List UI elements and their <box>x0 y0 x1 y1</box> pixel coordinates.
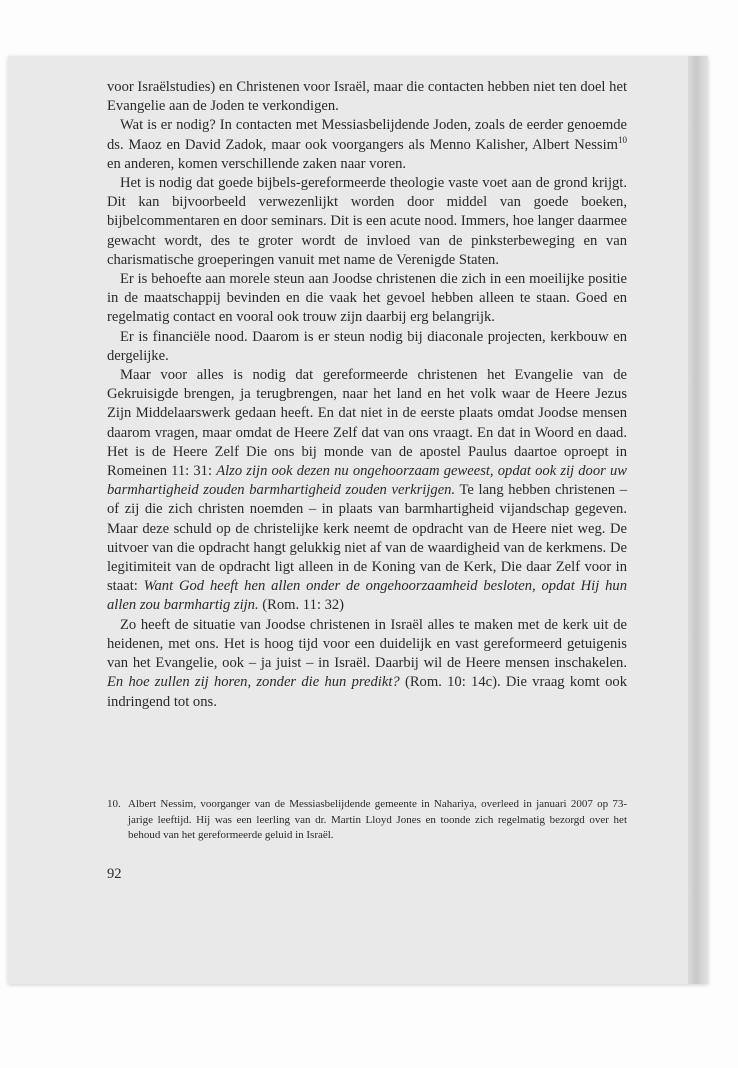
paragraph-1: voor Israëlstudies) en Christenen voor Israël, maar die contacten hebben niet ten doel het Evangelie aan de Joden te verkondigen. <box>107 79 627 115</box>
footnote-reference[interactable]: 10 <box>618 134 627 145</box>
bible-quote: Want God heeft hen allen onder de ongehoorzaamheid besloten, opdat Hij hun allen zou barmhartig zijn. <box>107 578 627 614</box>
bible-quote: Alzo zijn ook dezen nu ongehoorzaam geweest, opdat ook zij door uw barmhartigheid zouden barmhartigheid zouden verkrijgen. <box>107 463 628 499</box>
paragraph-6: Maar voor alles is nodig dat gereformeerde christenen het Evangelie van de Gekruisigde brengen, ja terugbrengen, naar het land en het volk waar de Heere Jezus Zijn Middelaarswerk gedaan heeft. En dat niet in de eerste plaats omdat Joodse mensen daarom vragen, maar omdat de Heere Zelf dat van ons vraagt. En dat in Woord en daad. Het is de Heere Zelf Die ons bij monde van de apostel Paulus daartoe oproept in Romeinen 11: 31: Alzo zijn ook dezen nu ongehoorzaam geweest, opdat ook zij door uw barmhartigheid zouden barmhartigheid zouden verkrijgen. Te lang hebben christenen – of zij die zich christen noemden – in plaats van barmhartigheid vijandschap gegeven. Maar deze schuld op de christelijke kerk neemt de opdracht van de Heere niet weg. De uitvoer van die opdracht hangt gelukkig niet af van de waardigheid van de kerkmens. De legitimiteit van de opdracht ligt alleen in de Koning van de Kerk, Die daar Zelf voor in staat: Want God heeft hen allen onder de ongehoorzaamheid besloten, opdat Hij hun allen zou barmhartig zijn. (Rom. 11: 32) <box>107 367 628 614</box>
page-number: 92 <box>107 866 122 882</box>
paragraph-3: Het is nodig dat goede bijbels-gereformeerde theologie vaste voet aan de grond krijgt. Dit kan bijvoorbeeld verwezenlijkt worden door middel van goede boeken, bijbelcommentaren en door seminars. Dit is een acute nood. Immers, hoe langer daarmee gewacht wordt, des te groter wordt de invloed van de pinksterbeweging en van charismatische groeperingen vanuit met name de Verenigde Staten. <box>107 175 627 268</box>
paragraph-2: Wat is er nodig? In contacten met Messiasbelijdende Joden, zoals de eerder genoemde ds. Maoz en David Zadok, maar ook voorgangers als Menno Kalisher, Albert Nessim$^{10}$ en anderen, komen verschillende zaken naar voren. <box>107 117 627 172</box>
footnote <box>107 797 627 844</box>
footnote-number: 10. <box>107 798 121 810</box>
footnote-text: Albert Nessim, voorganger van de Messiasbelijdende gemeente in Nahariya, overleed in januari 2007 op 73-jarige leeftijd. Hij was een leerling van dr. Martin Lloyd Jones en toonde zich regelmatig bezorgd over het behoud van het gereformeerde geluid in Israël. <box>128 798 627 841</box>
bible-quote: En hoe zullen zij horen, zonder die hun predikt? <box>107 674 400 691</box>
page-spine-shadow <box>688 56 708 984</box>
paragraph-7: Zo heeft de situatie van Joodse christenen in Israël alles te maken met de kerk uit de heidenen, met ons. Het is hoog tijd voor een duidelijk en vast gereformeerd getuigenis van het Evangelie, ook – ja juist – in Israël. Daarbij wil de Heere mensen inschakelen. En hoe zullen zij horen, zonder die hun predikt? (Rom. 10: 14c). Die vraag komt ook indringend tot ons. <box>107 616 628 710</box>
paragraph-5: Er is financiële nood. Daarom is er steun nodig bij diaconale projecten, kerkbouw en dergelijke. <box>107 328 627 364</box>
paragraph-4: Er is behoefte aan morele steun aan Joodse christenen die zich in een moeilijke positie in de maatschappij bevinden en die vaak het gevoel hebben alleen te staan. Goed en regelmatig contact en vooral ook trouw zijn daarbij erg belangrijk. <box>107 271 627 326</box>
body-text <box>107 78 627 712</box>
